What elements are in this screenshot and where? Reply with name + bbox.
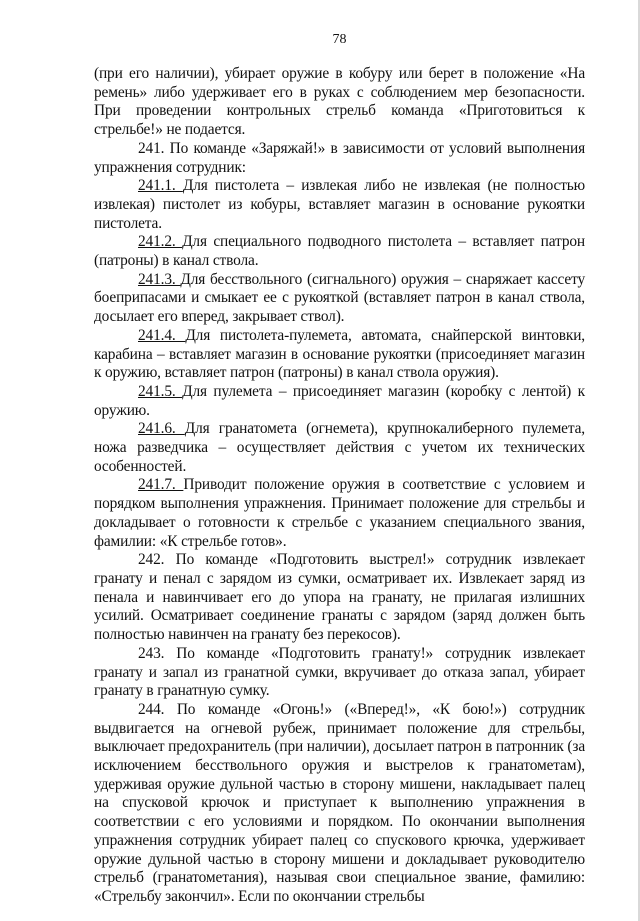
paragraph-241-7: 241.7. Приводит положение оружия в соответствие с условием и порядком выполнения упражнения. Принимает положение для стрельбы и докладывает о готовности к стрельбе с указанием специального звания, фамилии: «К стрельбе готов». — [94, 476, 585, 550]
paragraph-continuation: (при его наличии), убирает оружие в кобуру или берет в положение «На ремень» либо удерживает его в руках с соблюдением мер безопасности. При проведении контрольных стрельб команда «Приготовиться к стрельбе!» не подается. — [94, 65, 585, 139]
clause-number: 241.4. — [138, 326, 186, 344]
paragraph-241-4: 241.4. Для пистолета-пулемета, автомата, снайперской винтовки, карабина – вставляет магазин в основание рукоятки (присоединяет магазин к оружию, вставляет патрон (патроны) в канал ствола оружия). — [94, 326, 585, 382]
paragraph-243: 243. По команде «Подготовить гранату!» сотрудник извлекает гранату и запал из гранатной сумки, вкручивает до отказа запал, убирает гранату в гранатную сумку. — [94, 644, 585, 700]
paragraph-241: 241. По команде «Заряжай!» в зависимости от условий выполнения упражнения сотрудник: — [94, 139, 585, 176]
document-body — [94, 65, 585, 907]
clause-number: 241.5. — [138, 382, 183, 400]
paragraph-241-3: 241.3. Для бесствольного (сигнального) оружия – снаряжает кассету боеприпасами и смыкает ее с рукояткой (вставляет патрон в канал ствола, досылает его вперед, закрывает ствол). — [94, 270, 585, 326]
paragraph-242: 242. По команде «Подготовить выстрел!» сотрудник извлекает гранату и пенал с зарядом из сумки, осматривает их. Извлекает заряд из пенала и навинчивает его до упора на гранату, не прилагая излишних усилий. Осматривает соединение гранаты с зарядом (заряд должен быть полностью навинчен на гранату без перекосов). — [94, 551, 585, 644]
clause-number: 241.3. — [138, 270, 181, 288]
clause-number: 241.6. — [138, 420, 185, 438]
paragraph-244: 244. По команде «Огонь!» («Вперед!», «К бою!») сотрудник выдвигается на огневой рубеж, принимает положение для стрельбы, выключает предохранитель (при наличии), досылает патрон в патронник (за исключением бесствольного оружия и выстрелов к гранатометам), удерживая оружие дульной частью в сторону мишени, накладывает палец на спусковой крючок и приступает к выполнению упражнения в соответствии с его условиями и порядком. По окончании выполнения упражнения сотрудник убирает палец со спускового крючка, удерживает оружие дульной частью в сторону мишени и докладывает руководителю стрельб (гранатометания), называя свои специальное звание, фамилию: «Стрельбу закончил». Если по окончании стрельбы — [94, 700, 586, 905]
clause-number: 241.1. — [138, 177, 183, 195]
paragraph-241-2: 241.2. Для специального подводного пистолета – вставляет патрон (патроны) в канал ствола. — [94, 233, 585, 270]
clause-number: 241.7. — [138, 476, 184, 494]
page-number: 78 — [332, 32, 347, 47]
paragraph-241-5: 241.5. Для пулемета – присоединяет магазин (коробку с лентой) к оружию. — [94, 382, 585, 419]
paragraph-241-6: 241.6. Для гранатомета (огнемета), крупнокалиберного пулемета, ножа разведчика – осуществляет действия с учетом их технических особенностей. — [94, 420, 585, 475]
clause-number: 241.2. — [138, 233, 183, 251]
paragraph-241-1: 241.1. Для пистолета – извлекая либо не извлекая (не полностью извлекая) пистолет из кобуры, вставляет магазин в основание рукоятки пистолета. — [94, 177, 585, 232]
